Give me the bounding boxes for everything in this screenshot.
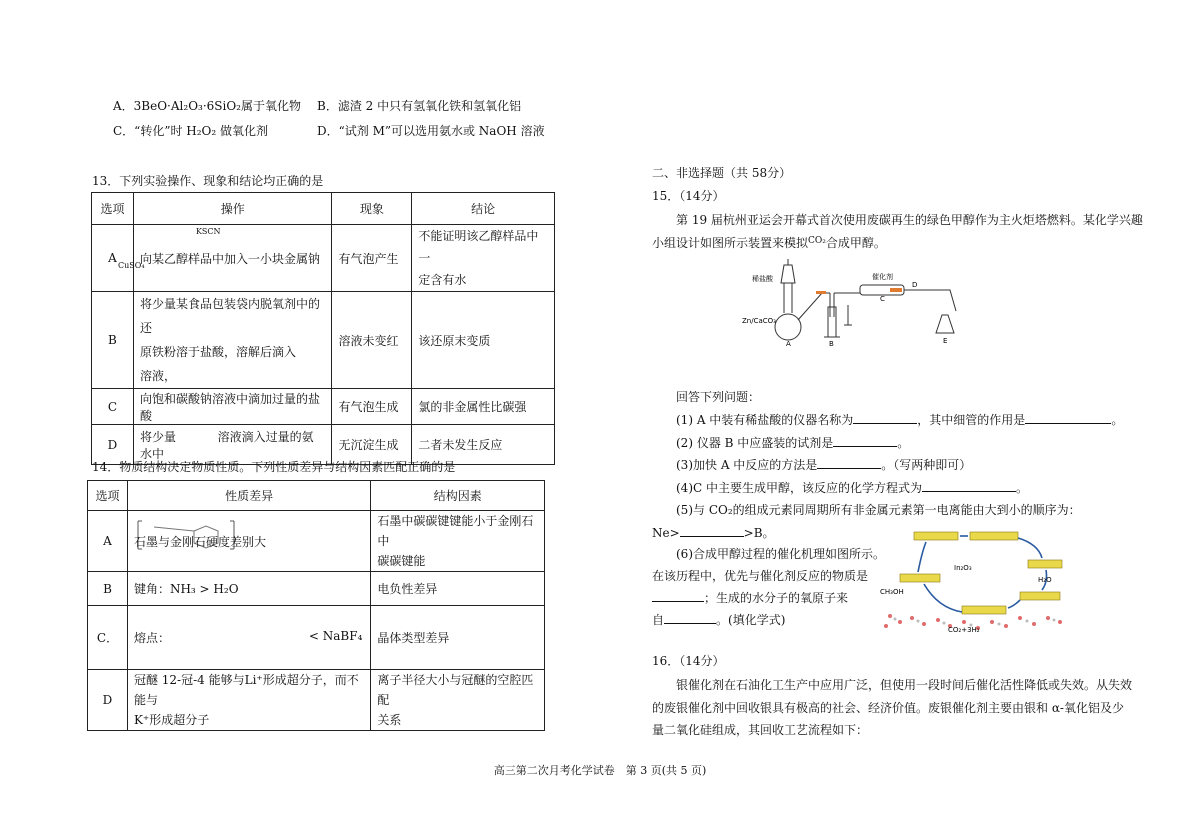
conclusion-text: 二者未发生反应 — [412, 425, 555, 465]
label-d: D — [912, 281, 918, 289]
q14-title: 14．物质结构决定物质性质。下列性质差异与结构因素匹配正确的是 — [92, 460, 456, 474]
option-label: C — [92, 389, 134, 425]
q12-option-a: A．3BeO·Al₂O₃·6SiO₂属于氧化物 — [113, 99, 301, 113]
option-label: B — [88, 572, 128, 606]
q15-intro-line: 小组设计如图所示装置来模拟$^{CO_2}$合成甲醇。 — [652, 236, 886, 250]
operation-text: 向某乙醇样品中加入一小块金属钠 — [139, 251, 320, 266]
operation-text: 溶液滴入过量的氨水中 — [139, 429, 314, 461]
kscn-label: KSCN — [195, 227, 221, 236]
table-row — [88, 670, 545, 731]
conclusion-text: 该还原末变质 — [412, 292, 555, 389]
property-line: K⁺形成超分子 — [133, 713, 210, 727]
table-row — [88, 572, 545, 606]
phenomenon-text: 无沉淀生成 — [332, 425, 412, 465]
section-heading: 二、非选择题（共 58分） — [652, 166, 792, 180]
q13-header-conclusion: 结论 — [412, 193, 555, 225]
q14-header-option: 选项 — [88, 481, 128, 511]
option-label: A — [88, 511, 128, 572]
operation-line: 溶液， — [139, 369, 176, 383]
option-label: D — [88, 670, 128, 731]
q15-heading: 15．（14分） — [652, 189, 725, 203]
ch3oh-label: CH₃OH — [880, 588, 904, 596]
label-e: E — [943, 337, 948, 345]
q15-intro-line: 第 19 届杭州亚运会开幕式首次使用废碳再生的绿色甲醇作为主火炬塔燃料。某化学兴趣 — [676, 213, 1143, 227]
label-c: C — [880, 295, 885, 303]
q15-sub5-answer: Ne> >B。 — [652, 526, 775, 540]
q15-sub3: (3)加快 A 中反应的方法是 。（写两种即可） — [676, 458, 972, 472]
operation-line: 原铁粉溶于盐酸，溶解后滴入 — [139, 345, 296, 359]
option-label: C． — [88, 606, 128, 670]
co2-h2-label: CO₂+3H₂ — [948, 626, 980, 634]
q16-paragraph-line: 量二氧化硅组成，其回收工艺流程如下： — [652, 723, 869, 737]
q15-sub5: (5)与 CO₂的组成元素同周期所有非金属元素第一电离能由大到小的顺序为： — [676, 503, 1081, 517]
operation-line: 将少量某食品包装袋内脱氧剂中的还 — [139, 297, 320, 335]
answer-blank — [680, 525, 744, 537]
q15-sub4: (4)C 中主要生成甲醇，该反应的化学方程式为 。 — [676, 481, 1029, 495]
q16-paragraph-line: 银催化剂在石油化工生产中应用广泛，但使用一段时间后催化活性降低或失效。从失效 — [676, 678, 1133, 692]
zn-caco3-label: Zn/CaCO₃ — [742, 317, 776, 325]
factor-line: 关系 — [377, 713, 402, 727]
q15-sub6-line: 自 。(填化学式) — [652, 613, 786, 627]
property-text: 键角：NH₃ > H₂O — [127, 572, 370, 606]
q16-paragraph-line: 的废银催化剂中回收银具有极高的社会、经济价值。废银催化剂主要由银和 α-氧化铝及少 — [652, 701, 1124, 715]
answer-blank — [817, 457, 881, 469]
conclusion-text: 氯的非金属性比碳强 — [412, 389, 555, 425]
q16-heading: 16．（14分） — [652, 654, 725, 668]
property-text: 石墨与金刚石硬度差别大 — [133, 534, 266, 549]
q15-sub6-line: (6)合成甲醇过程的催化机理如图所示。 — [676, 547, 885, 561]
property-line: 冠醚 12-冠-4 能够与Li⁺形成超分子，而不能与 — [133, 673, 359, 707]
operation-text: 将少量 — [139, 429, 176, 444]
in2o3-label: In₂O₃ — [954, 564, 972, 572]
label-b: B — [829, 340, 834, 347]
table-row — [88, 606, 545, 670]
q13-title: 13．下列实验操作、现象和结论均正确的是 — [92, 174, 324, 188]
q13-header-phenomenon: 现象 — [332, 193, 412, 225]
q13-header-option: 选项 — [92, 193, 134, 225]
q13-table — [91, 192, 555, 465]
conclusion-line: 定含有水 — [418, 273, 467, 287]
answer-blank — [652, 590, 704, 602]
q14-header-factor: 结构因素 — [371, 481, 545, 511]
q15-sub2: (2) 仪器 B 中应盛装的试剂是 。 — [676, 436, 910, 450]
table-row — [88, 511, 545, 572]
phenomenon-text: 有气泡产生 — [332, 225, 412, 292]
factor-text: 电负性差异 — [371, 572, 545, 606]
answer-blank — [1025, 412, 1111, 424]
catalyst-label: 催化剂 — [872, 273, 893, 281]
option-label: A — [108, 251, 117, 265]
option-label: D — [92, 425, 134, 465]
co2-label: CO₂ — [808, 236, 826, 246]
page-footer: 高三第二次月考化学试卷 第 3 页(共 5 页) — [493, 764, 707, 777]
answer-blank — [853, 412, 917, 424]
q15-sub6-line: ；生成的水分子的氧原子来 — [652, 589, 848, 606]
answer-blank — [833, 435, 897, 447]
q12-option-c: C．“转化”时 H₂O₂ 做氧化剂 — [113, 124, 269, 138]
factor-line: 碳碳键能 — [377, 554, 426, 568]
q13-header-operation: 操作 — [133, 193, 332, 225]
label-a: A — [786, 340, 791, 347]
table-row — [92, 389, 555, 425]
factor-line: 石墨中碳碳键键能小于金刚石中 — [377, 514, 534, 548]
property-text-right: < NaBF₄ — [308, 629, 363, 643]
factor-line: 离子半径大小与冠醚的空腔匹配 — [377, 673, 534, 707]
acid-label: 稀盐酸 — [752, 275, 773, 283]
table-row — [92, 225, 555, 292]
phenomenon-text: 有气泡生成 — [332, 389, 412, 425]
phenomenon-text: 溶液未变红 — [332, 292, 412, 389]
property-text: 熔点： — [133, 631, 170, 645]
factor-text: 晶体类型差异 — [371, 606, 545, 670]
h2o-label: H₂O — [1038, 576, 1052, 584]
q14-table — [87, 480, 545, 731]
q15-sub1: (1) A 中装有稀盐酸的仪器名称为 ，其中细管的作用是 。 — [676, 413, 1124, 427]
table-row — [92, 292, 555, 389]
q14-header-property: 性质差异 — [127, 481, 370, 511]
q15-sub6-line: 在该历程中，优先与催化剂反应的物质是 — [652, 569, 869, 583]
operation-text: 向饱和碳酸钠溶液中滴加过量的盐酸 — [133, 389, 332, 425]
answer-prompt: 回答下列问题： — [676, 390, 761, 404]
q12-option-d: D．“试剂 M”可以选用氨水或 NaOH 溶液 — [317, 124, 545, 138]
conclusion-line: 不能证明该乙醇样品中一 — [418, 229, 539, 265]
mechanism-diagram — [878, 522, 1068, 634]
cuso4-label: CuSO₄ — [118, 261, 145, 270]
option-label: B — [92, 292, 134, 389]
apparatus-diagram — [740, 255, 960, 347]
q12-option-b: B．滤渣 2 中只有氢氧化铁和氢氧化铝 — [317, 99, 522, 113]
answer-blank — [922, 480, 1016, 492]
answer-blank — [664, 612, 716, 624]
